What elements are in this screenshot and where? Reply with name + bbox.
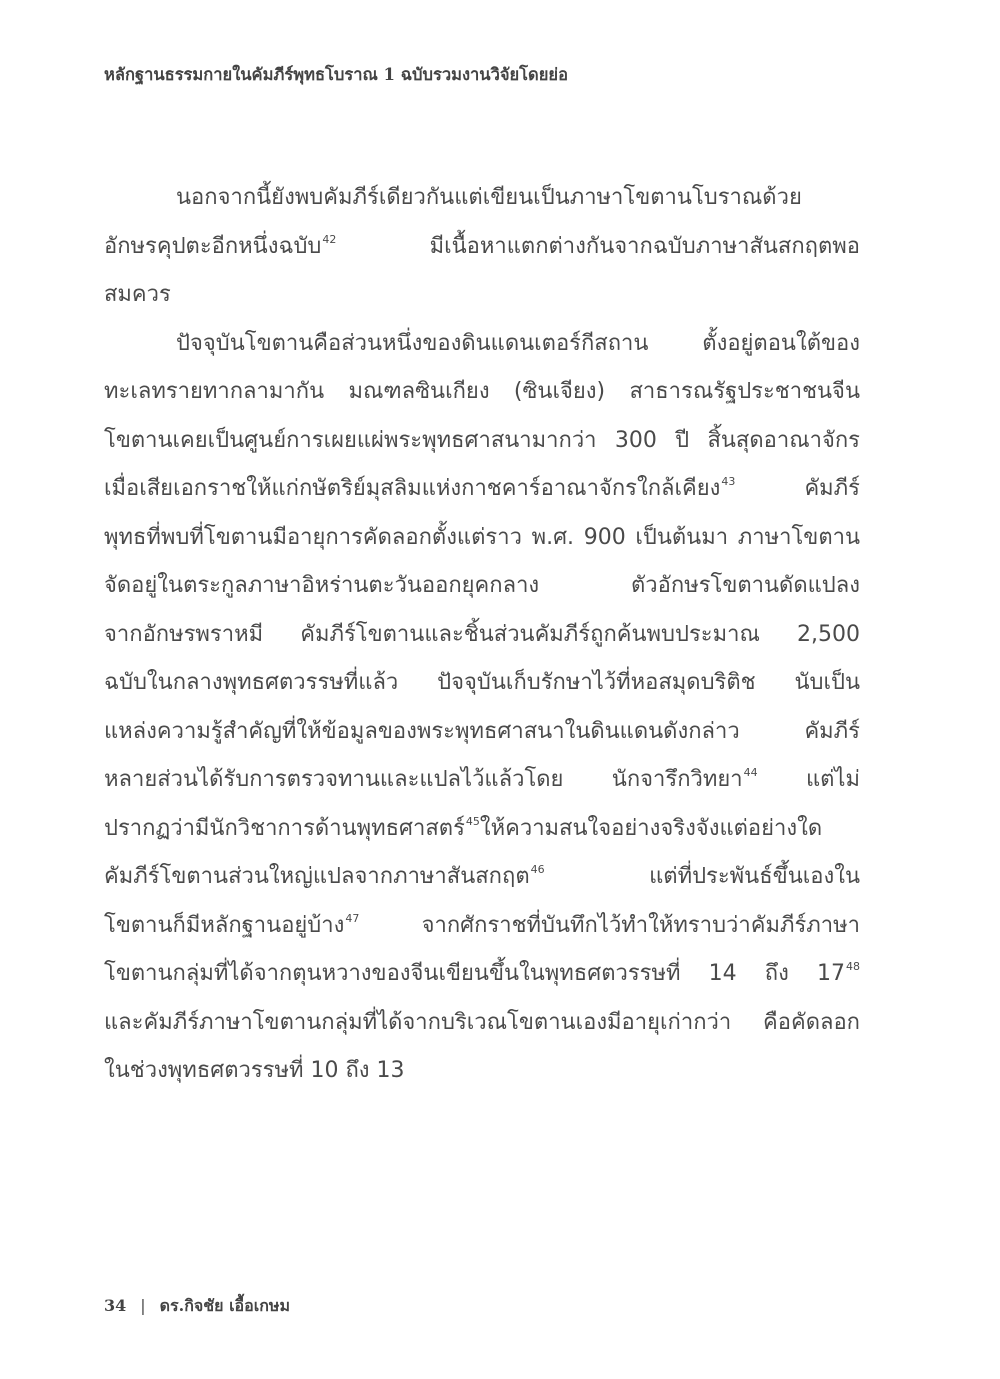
footnote-ref-46[interactable]: 46 (530, 863, 545, 876)
page-footer (104, 1294, 290, 1319)
paragraph-2-line-14 (104, 950, 860, 999)
text-run: มีเนื้อหาแตกต่างกันจากฉบับภาษาสันสกฤตพอ (336, 233, 860, 259)
text-run: แต่ที่ประพันธ์ขึ้นเองใน (544, 864, 860, 889)
paragraph-2-line-1: ปัจจุบันโขตานคือส่วนหนึ่งของดินแดนเตอร์กีสถาน ตั้งอยู่ตอนใต้ของ (176, 330, 860, 356)
footnote-ref-43[interactable]: 43 (721, 475, 736, 488)
footnote-ref-44[interactable]: 44 (743, 766, 758, 779)
text-run: คัมภีร์ (735, 476, 860, 501)
paragraph-2-line-10 (104, 756, 860, 805)
paragraph-2-line-4 (104, 465, 860, 514)
text-run: ปรากฏว่ามีนักวิชาการด้านพุทธศาสตร์ (104, 815, 465, 841)
paragraph-2-line-2: ทะเลทรายทากลามากัน มณฑลซินเกียง (ซินเจียง) สาธารณรัฐประชาชนจีน (104, 379, 860, 404)
text-run: เมื่อเสียเอกราชให้แก่กษัตริย์มุสลิมแห่งกาชคาร์อาณาจักรใกล้เคียง (104, 476, 721, 501)
paragraph-2-line-7: จากอักษรพราหมี คัมภีร์โขตานและชิ้นส่วนคัมภีร์ถูกค้นพบประมาณ 2,500 (104, 621, 860, 647)
paragraph-2-line-8: ฉบับในกลางพุทธศตวรรษที่แล้ว ปัจจุบันเก็บรักษาไว้ที่หอสมุดบริติช นับเป็น (104, 670, 860, 695)
paragraph-1-line-2 (104, 223, 860, 272)
author-name: ดร.กิจชัย เอื้อเกษม (159, 1296, 291, 1315)
paragraph-1-line-3: สมควร (104, 282, 171, 307)
text-run: โขตานกลุ่มที่ได้จากตุนหวางของจีนเขียนขึ้นในพุทธศตวรรษที่ 14 ถึง 17 (104, 961, 845, 986)
paragraph-2-line-12 (104, 853, 860, 902)
page-number: 34 (104, 1296, 127, 1315)
paragraph-2-line-3: โขตานเคยเป็นศูนย์การเผยแผ่พระพุทธศาสนามากว่า 300 ปี สิ้นสุดอาณาจักร (104, 427, 860, 453)
footer-separator: | (140, 1296, 146, 1315)
paragraph-2-line-6: จัดอยู่ในตระกูลภาษาอิหร่านตะวันออกยุคกลาง ตัวอักษรโขตานดัดแปลง (104, 573, 860, 598)
text-run: อักษรคุปตะอีกหนึ่งฉบับ (104, 233, 322, 259)
text-run: แต่ไม่ (757, 767, 860, 792)
text-run: โขตานก็มีหลักฐานอยู่บ้าง (104, 912, 345, 938)
footnote-ref-45[interactable]: 45 (465, 814, 480, 828)
text-run: จากศักราชที่บันทึกไว้ทำให้ทราบว่าคัมภีร์ภาษา (359, 912, 860, 938)
footnote-ref-42[interactable]: 42 (322, 232, 337, 246)
paragraph-2-line-9: แหล่งความรู้สำคัญที่ให้ข้อมูลของพระพุทธศาสนาในดินแดนดังกล่าว คัมภีร์ (104, 718, 860, 744)
text-run: ให้ความสนใจอย่างจริงจังแต่อย่างใด (479, 815, 823, 841)
paragraph-2-line-13 (104, 902, 860, 951)
paragraph-2-line-5: พุทธที่พบที่โขตานมีอายุการคัดลอกตั้งแต่ราว พ.ศ. 900 เป็นต้นมา ภาษาโขตาน (104, 524, 860, 550)
paragraph-1-line-1: นอกจากนี้ยังพบคัมภีร์เดียวกันแต่เขียนเป็นภาษาโขตานโบราณด้วย (176, 185, 802, 210)
footnote-ref-47[interactable]: 47 (345, 911, 360, 925)
text-run: คัมภีร์โขตานส่วนใหญ่แปลจากภาษาสันสกฤต (104, 864, 530, 889)
paragraph-2-line-15: และคัมภีร์ภาษาโขตานกลุ่มที่ได้จากบริเวณโขตานเองมีอายุเก่ากว่า คือคัดลอก (104, 1009, 860, 1035)
running-header: หลักฐานธรรมกายในคัมภีร์พุทธโบราณ 1 ฉบับรวมงานวิจัยโดยย่อ (104, 65, 568, 84)
paragraph-2-line-16: ในช่วงพุทธศตวรรษที่ 10 ถึง 13 (104, 1058, 405, 1083)
body-text (104, 174, 860, 1096)
paragraph-2-line-11 (104, 805, 860, 854)
text-run: หลายส่วนได้รับการตรวจทานและแปลไว้แล้วโดย นักจารึกวิทยา (104, 767, 743, 792)
footnote-ref-48[interactable]: 48 (846, 960, 860, 973)
